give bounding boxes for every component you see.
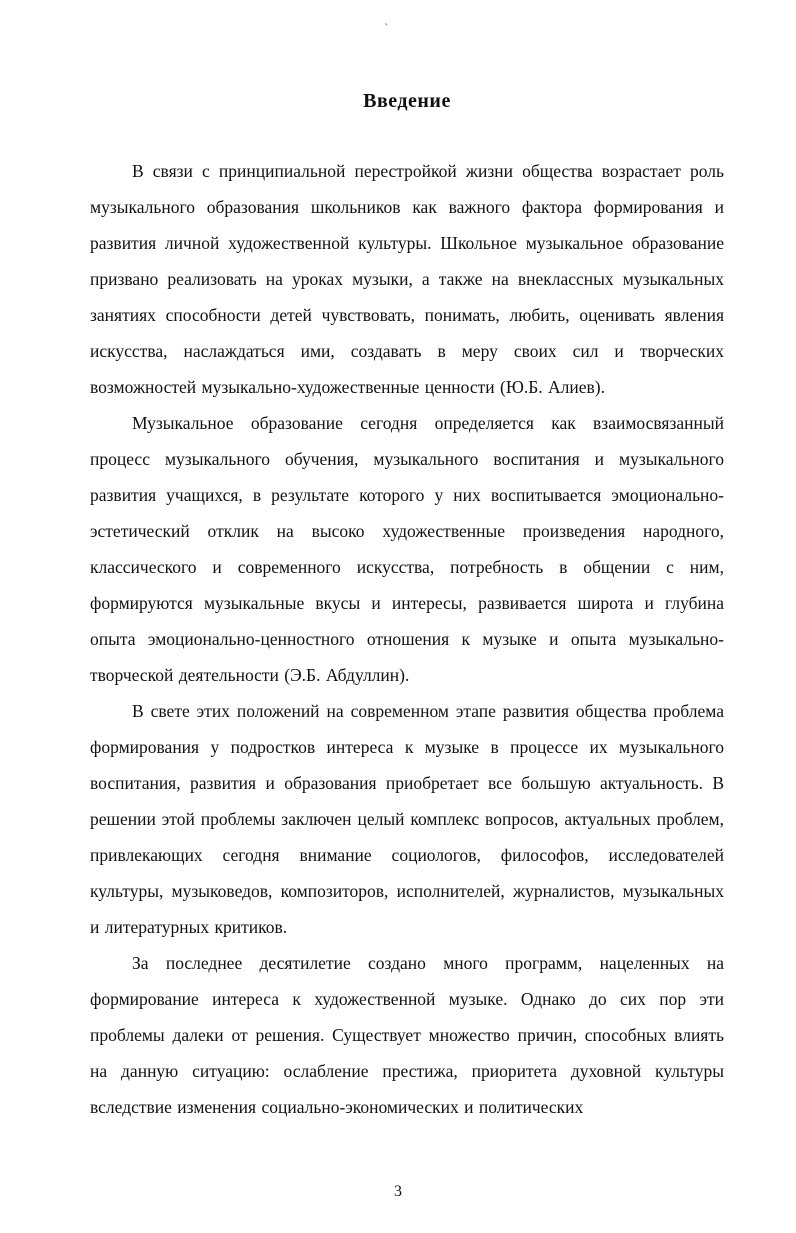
paragraph-2: Музыкальное образование сегодня определяется как взаимосвязанный процесс музыкального обучения, музыкального воспитания и музыкального развития учащихся, в результате которого у них воспитывается эмоционально-эстетический отклик на высоко художественные произведения народного, классического и современного искусства, потребность в общении с ним, формируются музыкальные вкусы и интересы, развивается широта и глубина опыта эмоционально-ценностного отношения к музыке и опыта музыкально-творческой деятельности (Э.Б. Абдуллин). xyxy=(90,413,724,685)
document-body xyxy=(90,153,724,1125)
page-title: Введение xyxy=(363,90,451,112)
paragraph-3: В свете этих положений на современном этапе развития общества проблема формирования у подростков интереса к музыке в процессе их музыкального воспитания, развития и образования приобретает все большую актуальность. В решении этой проблемы заключен целый комплекс вопросов, актуальных проблем, привлекающих сегодня внимание социологов, философов, исследователей культуры, музыковедов, композиторов, исполнителей, журналистов, музыкальных и литературных критиков. xyxy=(90,701,724,937)
scan-artifact-mark: ` xyxy=(384,22,389,37)
paragraph-4: За последнее десятилетие создано много программ, нацеленных на формирование интереса к художественной музыке. Однако до сих пор эти проблемы далеки от решения. Существует множество причин, способных влиять на данную ситуацию: ослабление престижа, приоритета духовной культуры вследствие изменения социально-экономических и политических xyxy=(90,953,724,1117)
page-number: 3 xyxy=(394,1183,402,1200)
paragraph-1: В связи с принципиальной перестройкой жизни общества возрастает роль музыкального образования школьников как важного фактора формирования и развития личной художественной культуры. Школьное музыкальное образование призвано реализовать на уроках музыки, а также на внеклассных музыкальных занятиях способности детей чувствовать, понимать, любить, оценивать явления искусства, наслаждаться ими, создавать в меру своих сил и творческих возможностей музыкально-художественные ценности (Ю.Б. Алиев). xyxy=(90,161,724,397)
